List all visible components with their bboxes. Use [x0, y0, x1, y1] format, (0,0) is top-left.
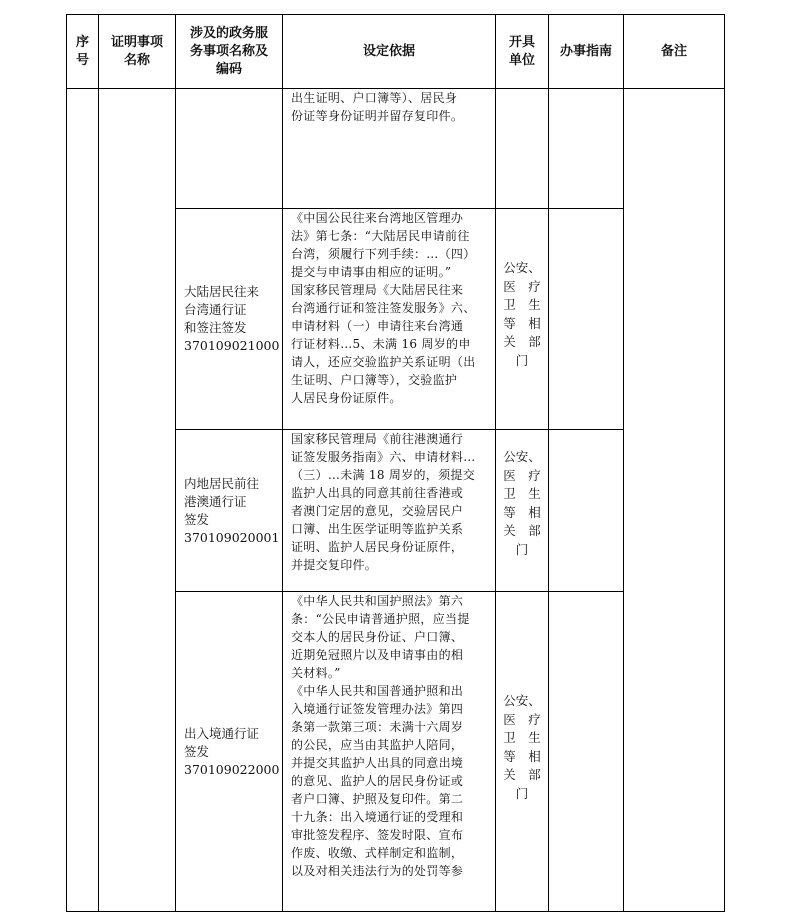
- seq-cell: [67, 89, 99, 912]
- service-item-cell: [176, 89, 283, 209]
- guide-cell: [549, 430, 624, 592]
- cert-name-cell: [99, 89, 176, 912]
- table-row: [67, 89, 725, 209]
- service-item-cell: 大陆居民往来 台湾通行证 和签注签发 370109021000: [176, 209, 283, 430]
- header-basis: 设定依据: [283, 15, 496, 89]
- guide-cell: [549, 209, 624, 430]
- issuer-cell: 公安、 医 疗 卫 生 等 相 关 部 门: [496, 209, 549, 430]
- header-row: [67, 15, 725, 89]
- guide-cell: [549, 89, 624, 209]
- header-issuer: 开具 单位: [496, 15, 549, 89]
- issuer-cell: [496, 89, 549, 209]
- basis-cell: 国家移民管理局《前往港澳通行 证签发服务指南》六、申请材料… （三）…未满 18 周岁的，须提交 监护人出具的同意其前往香港或 者澳门定居的意见，交验居民户 口簿、出生医学证明等监护关系 证明、监护人居民身份证原件， 并提交复印件。: [283, 430, 496, 592]
- remark-cell: [624, 89, 725, 912]
- header-guide: 办事指南: [549, 15, 624, 89]
- service-item-cell: 出入境通行证 签发 370109022000: [176, 592, 283, 912]
- basis-cell: 出生证明、户口簿等）、居民身 份证等身份证明并留存复印件。: [283, 89, 496, 209]
- issuer-cell: 公安、 医 疗 卫 生 等 相 关 部 门: [496, 430, 549, 592]
- basis-cell: 《中国公民往来台湾地区管理办 法》第七条：“大陆居民申请前往 台湾，须履行下列手续：…（四） 提交与申请事由相应的证明。” 国家移民管理局《大陆居民往来 台湾通行证和签注签发服务》六、 申请材料（一）申请往来台湾通 行证材料…5、未满 16 周岁的申 请人，还应交验监护关系证明（出 生证明、户口簿等），交验监护 人居民身份证原件。: [283, 209, 496, 430]
- certificate-table: [66, 14, 725, 912]
- issuer-cell: 公安、 医 疗 卫 生 等 相 关 部 门: [496, 592, 549, 912]
- service-item-cell: 内地居民前往 港澳通行证 签发 370109020001: [176, 430, 283, 592]
- basis-cell: 《中华人民共和国护照法》第六 条：“公民申请普通护照，应当提 交本人的居民身份证、户口簿、 近期免冠照片以及申请事由的相 关材料。” 《中华人民共和国普通护照和出 入境通行证签发管理办法》第四 条第一款第三项：未满十六周岁 的公民，应当由其监护人陪同， 并提交其监护人出具的同意出境 的意见、监护人的居民身份证或 者户口簿、护照及复印件。第二 十九条：出入境通行证的受理和 审批签发程序、签发时限、宣布 作废、收缴、式样制定和监制， 以及对相关违法行为的处罚等参: [283, 592, 496, 912]
- header-cert-name: 证明事项 名称: [99, 15, 176, 89]
- header-remark: 备注: [624, 15, 725, 89]
- header-service-item: 涉及的政务服 务事项名称及 编码: [176, 15, 283, 89]
- guide-cell: [549, 592, 624, 912]
- header-seq: 序 号: [67, 15, 99, 89]
